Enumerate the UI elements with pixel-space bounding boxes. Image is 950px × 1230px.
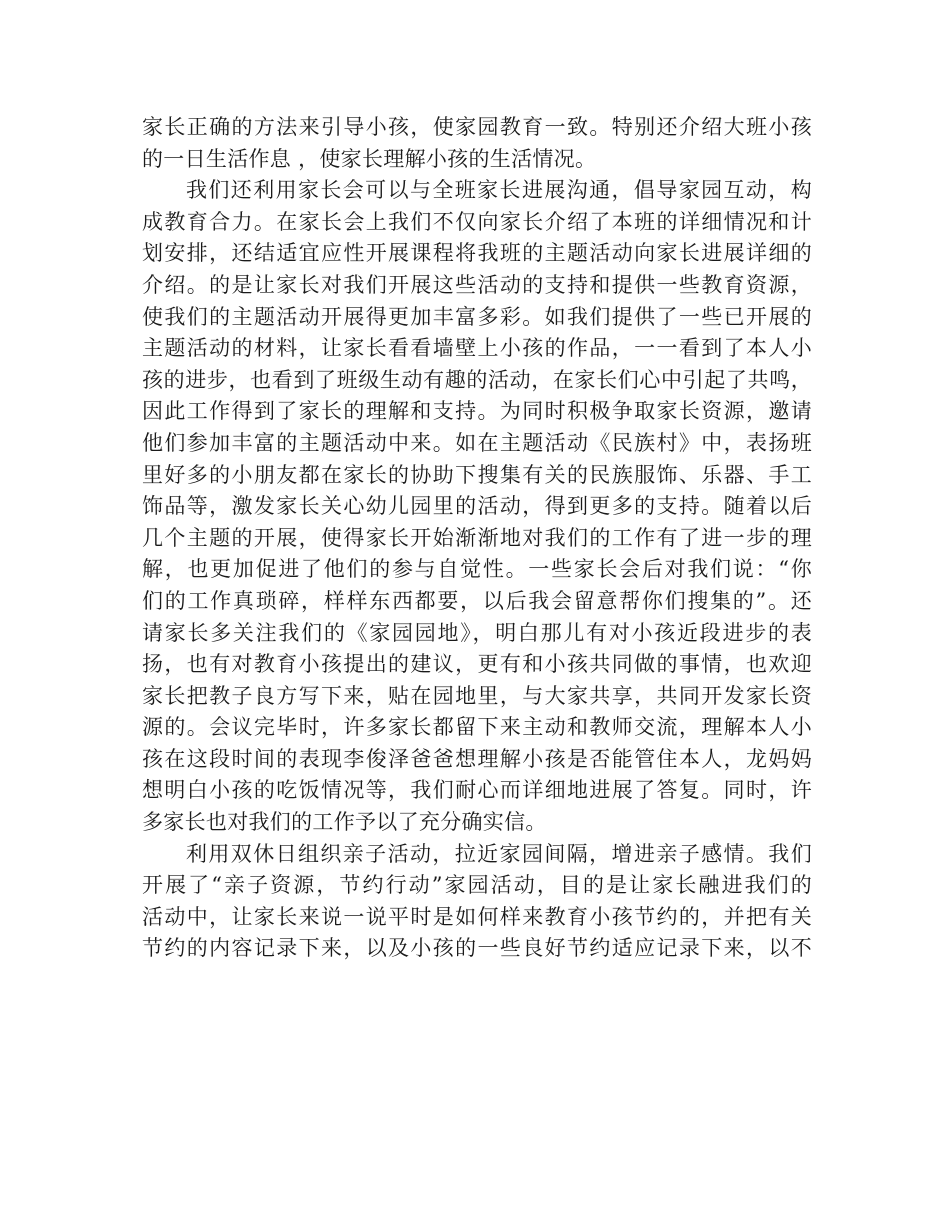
text-line: 扬，也有对教育小孩提出的建议，更有和小孩共同做的事情，也欢迎 — [142, 652, 812, 677]
text-line: 家长把教子良方写下来，贴在园地里，与大家共享，共同开发家长资 — [142, 683, 812, 708]
text-line: 开展了“亲子资源，节约行动”家园活动，目的是让家长融进我们的 — [142, 873, 812, 898]
text-line: 里好多的小朋友都在家长的协助下搜集有关的民族服饰、乐器、手工 — [142, 462, 812, 487]
text-line: 划安排，还结适宜应性开展课程将我班的主题活动向家长进展详细的 — [142, 241, 812, 266]
text-line: 们的工作真琐碎，样样东西都要，以后我会留意帮你们搜集的”。还 — [142, 588, 812, 613]
text-line: 的一日生活作息 ，使家长理解小孩的生活情况。 — [142, 146, 597, 171]
text-line: 饰品等，激发家长关心幼儿园里的活动，得到更多的支持。随着以后 — [142, 494, 812, 519]
text-line: 成教育合力。在家长会上我们不仅向家长介绍了本班的详细情况和计 — [142, 209, 812, 234]
text-line: 孩在这段时间的表现李俊泽爸爸想理解小孩是否能管住本人，龙妈妈 — [142, 746, 812, 771]
text-line: 我们还利用家长会可以与全班家长进展沟通，倡导家园互动，构 — [186, 178, 812, 203]
text-line: 源的。会议完毕时，许多家长都留下来主动和教师交流，理解本人小 — [142, 715, 812, 740]
text-line: 因此工作得到了家长的理解和支持。为同时积极争取家长资源，邀请 — [142, 399, 812, 424]
text-line: 请家长多关注我们的《家园园地》，明白那儿有对小孩近段进步的表 — [142, 620, 812, 645]
text-line: 节约的内容记录下来，以及小孩的一些良好节约适应记录下来，以不 — [142, 936, 812, 961]
text-line: 解，也更加促进了他们的参与自觉性。一些家长会后对我们说：“你 — [142, 557, 812, 582]
text-line: 利用双休日组织亲子活动，拉近家园间隔，增进亲子感情。我们 — [186, 841, 812, 866]
text-line: 孩的进步，也看到了班级生动有趣的活动，在家长们心中引起了共鸣， — [142, 367, 812, 392]
text-line: 多家长也对我们的工作予以了充分确实信。 — [142, 810, 547, 835]
text-line: 家长正确的方法来引导小孩，使家园教育一致。特别还介绍大班小孩 — [142, 115, 812, 139]
text-line: 活动中，让家长来说一说平时是如何样来教育小孩节约的，并把有关 — [142, 904, 812, 929]
text-line: 使我们的主题活动开展得更加丰富多彩。如我们提供了一些已开展的 — [142, 304, 812, 329]
text-line: 介绍。的是让家长对我们开展这些活动的支持和提供一些教育资源， — [142, 272, 812, 297]
text-line: 主题活动的材料，让家长看看墙壁上小孩的作品，一一看到了本人小 — [142, 336, 812, 361]
text-line: 几个主题的开展，使得家长开始渐渐地对我们的工作有了进一步的理 — [142, 525, 812, 550]
text-line: 想明白小孩的吃饭情况等，我们耐心而详细地进展了答复。同时，许 — [142, 778, 812, 803]
text-line: 他们参加丰富的主题活动中来。如在主题活动《民族村》中，表扬班 — [142, 430, 812, 455]
document-body — [142, 112, 812, 965]
